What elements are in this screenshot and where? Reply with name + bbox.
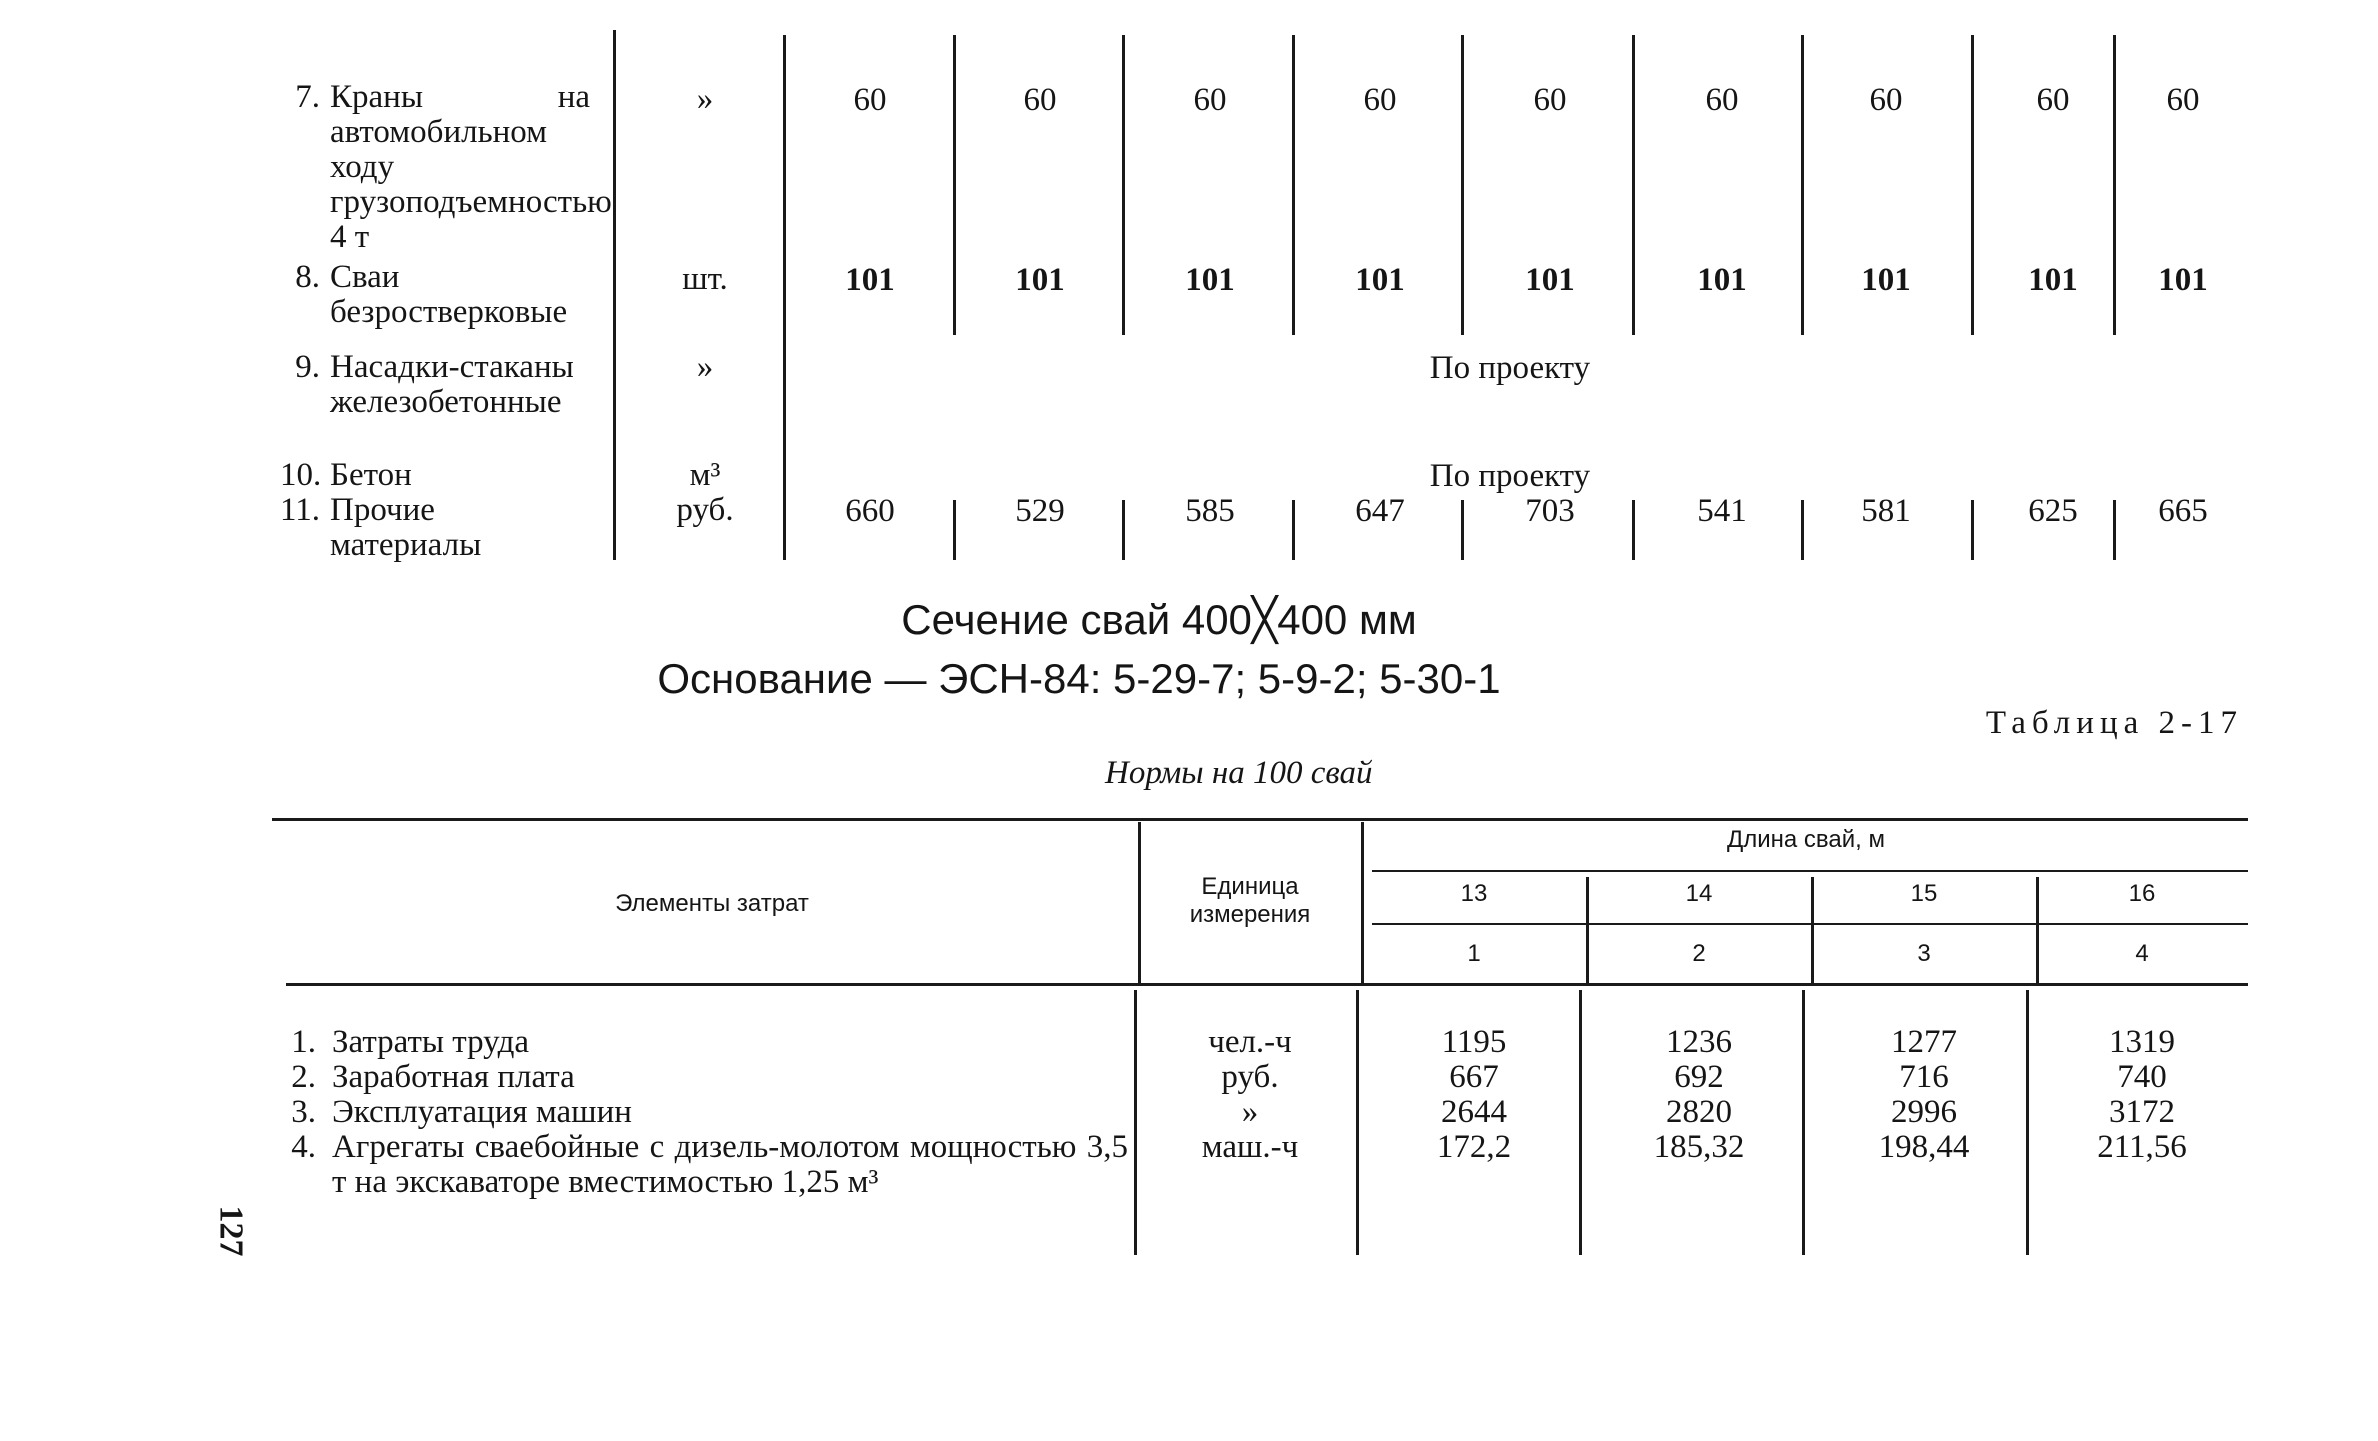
value-cell: 716 [1899,1059,1949,1095]
row-unit: м³ [689,457,721,493]
row-label: Агрегаты сваебойные с дизель-молотом мощностью 3,5 т на экскаваторе вместимостью 1,25 м³ [332,1129,1128,1200]
value-cell: 101 [1525,262,1575,298]
col-rule [1802,990,1805,1255]
value-cell: 692 [1674,1059,1724,1095]
col-rule [1356,990,1359,1255]
value-cell: 60 [1193,82,1227,118]
value-cell: 1195 [1441,1024,1507,1060]
value-cell: 703 [1525,493,1575,529]
header-length-value: 15 [1910,880,1938,907]
value-cell: 60 [2166,82,2200,118]
col-rule [1632,500,1635,560]
header-bottom-rule [286,983,2248,986]
row-name: 9. Насадки-стаканы железобетонные [295,349,574,420]
header-length-value: 16 [2128,880,2156,907]
col-rule [1461,35,1464,335]
value-cell: 660 [845,493,895,529]
value-cell: 529 [1015,493,1065,529]
row-number: 4. [291,1129,316,1165]
header-column-number: 3 [1917,940,1931,967]
span-text: По проекту [1429,458,1591,494]
value-cell: 665 [2158,493,2208,529]
col-rule [1122,500,1125,560]
value-cell: 625 [2028,493,2078,529]
header-column-number: 2 [1692,940,1706,967]
col-rule [2113,35,2116,335]
col-rule [1971,500,1974,560]
row-unit: чел.-ч [1208,1024,1292,1060]
col-rule [1586,877,1589,984]
col-rule [1138,822,1141,984]
value-cell: 60 [1533,82,1567,118]
value-cell: 60 [1363,82,1397,118]
header-column-number: 4 [2135,940,2149,967]
value-cell: 60 [1869,82,1903,118]
value-cell: 647 [1355,493,1405,529]
value-cell: 101 [1185,262,1235,298]
col-rule [2036,877,2039,984]
row-name [290,1130,1128,1200]
row-unit: руб. [1221,1059,1279,1095]
section-title: Сечение свай 400╳400 мм [901,596,1417,643]
value-cell: 60 [1705,82,1739,118]
value-cell: 198,44 [1878,1129,1970,1165]
value-cell: 667 [1449,1059,1499,1095]
value-cell: 541 [1697,493,1747,529]
row-unit: руб. [676,492,734,528]
value-cell: 740 [2117,1059,2167,1095]
value-cell: 3172 [2109,1094,2175,1130]
row-unit: » [696,349,714,385]
col-rule [1292,35,1295,335]
header-length: Длина свай, м [1726,826,1885,853]
value-cell: 101 [1697,262,1747,298]
col-rule [1579,990,1582,1255]
table-caption: Нормы на 100 свай [1105,755,1373,791]
value-cell: 60 [853,82,887,118]
value-cell: 101 [1015,262,1065,298]
col-rule [1801,500,1804,560]
col-rule [1292,500,1295,560]
value-cell: 1277 [1891,1024,1957,1060]
header-elements: Элементы затрат [615,890,809,917]
row-name: 11. Прочие материалы [280,492,482,563]
value-cell: 1319 [2109,1024,2175,1060]
col-rule [953,500,956,560]
value-cell: 2644 [1441,1094,1507,1130]
value-cell: 581 [1861,493,1911,529]
col-rule [953,35,956,335]
row-unit: » [696,81,714,117]
value-cell: 60 [1023,82,1057,118]
col-rule [1134,990,1137,1255]
section-basis: Основание — ЭСН-84: 5-29-7; 5-9-2; 5-30-1 [657,655,1501,702]
value-cell: 101 [1355,262,1405,298]
col-rule [1632,35,1635,335]
header-rule [1372,870,2248,872]
header-length-value: 14 [1685,880,1713,907]
col-rule [2026,990,2029,1255]
row-label: Затраты труда [332,1024,530,1060]
table-number: Таблица 2-17 [1985,705,2243,741]
header-rule [1372,923,2248,925]
header-column-number: 1 [1467,940,1481,967]
row-label: Заработная плата [332,1059,575,1095]
value-cell: 185,32 [1653,1129,1745,1165]
value-cell: 2820 [1666,1094,1732,1130]
value-cell: 585 [1185,493,1235,529]
row-unit: шт. [682,261,728,297]
row-name: 7. Краны на автомобильном ходу грузоподъемностью 4 т [295,79,612,255]
row-unit: » [1241,1094,1259,1130]
col-rule [1801,35,1804,335]
col-rule [2113,500,2116,560]
row-number: 3. [291,1094,316,1130]
value-cell: 101 [2158,262,2208,298]
row-name: 10. Бетон [280,457,412,493]
row-unit: маш.-ч [1201,1129,1299,1165]
top-rule [272,818,2248,821]
row-number: 2. [291,1059,316,1095]
page-number: 127 [212,1205,250,1257]
header-length-value: 13 [1460,880,1488,907]
value-cell: 60 [2036,82,2070,118]
row-number: 1. [291,1024,316,1060]
col-rule [1122,35,1125,335]
col-rule [1971,35,1974,335]
value-cell: 172,2 [1436,1129,1512,1165]
col-rule [1461,500,1464,560]
value-cell: 101 [1861,262,1911,298]
row-name [290,1060,1128,1095]
row-name [290,1095,1128,1130]
row-name: 8. Сваи безростверковые [295,259,568,330]
row-label: Эксплуатация машин [332,1094,632,1130]
value-cell: 211,56 [2097,1129,2187,1165]
col-rule [613,30,616,560]
value-cell: 1236 [1666,1024,1732,1060]
header-unit: Единица измерения [1189,873,1311,928]
value-cell: 2996 [1891,1094,1957,1130]
col-rule [1811,877,1814,984]
value-cell: 101 [845,262,895,298]
span-text: По проекту [1429,350,1591,386]
row-name [290,1025,1128,1060]
value-cell: 101 [2028,262,2078,298]
